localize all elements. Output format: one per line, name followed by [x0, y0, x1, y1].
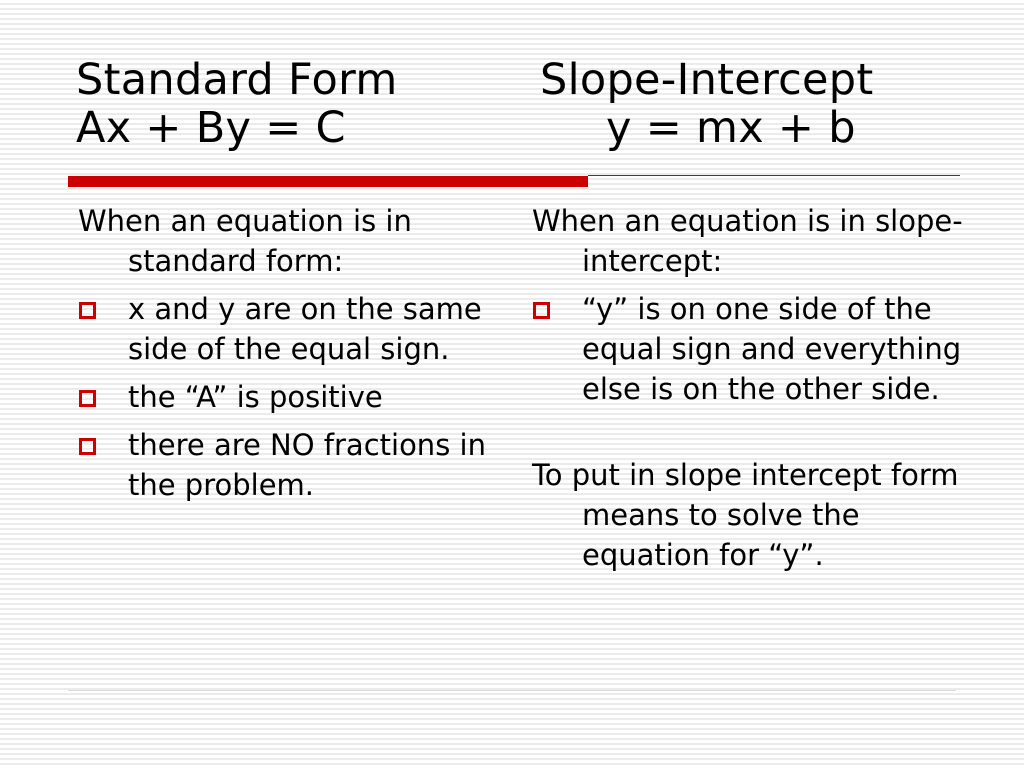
slide-title	[76, 54, 976, 174]
title-divider	[68, 176, 588, 187]
left-bullet-item	[78, 377, 498, 417]
title-slope-intercept-equation: y = mx + b	[606, 103, 856, 153]
right-bullet-item	[532, 289, 972, 409]
title-divider-thin	[588, 175, 960, 176]
title-slope-intercept: Slope-Intercept	[540, 55, 874, 105]
left-column	[78, 201, 498, 505]
left-bullet-text: x and y are on the same side of the equal sign.	[128, 292, 482, 366]
left-bullet-text: there are NO fractions in the problem.	[128, 428, 486, 502]
square-bullet-icon	[533, 302, 550, 319]
title-standard-equation: Ax + By = C	[76, 103, 346, 153]
right-column	[532, 201, 972, 575]
left-bullet-list	[78, 289, 498, 505]
square-bullet-icon	[79, 390, 96, 407]
left-bullet-text: the “A” is positive	[128, 380, 383, 414]
right-bullet-text: “y” is on one side of the equal sign and everything else is on the other side.	[582, 292, 962, 406]
square-bullet-icon	[79, 438, 96, 455]
title-standard-form: Standard Form	[76, 55, 398, 105]
left-bullet-item	[78, 425, 498, 505]
right-note: To put in slope intercept form means to solve the equation for “y”.	[532, 458, 959, 572]
square-bullet-icon	[79, 302, 96, 319]
left-intro: When an equation is in standard form:	[78, 204, 412, 278]
right-bullet-list	[532, 289, 972, 409]
left-bullet-item	[78, 289, 498, 369]
right-intro: When an equation is in slope-intercept:	[532, 204, 963, 278]
bottom-divider	[68, 690, 956, 691]
